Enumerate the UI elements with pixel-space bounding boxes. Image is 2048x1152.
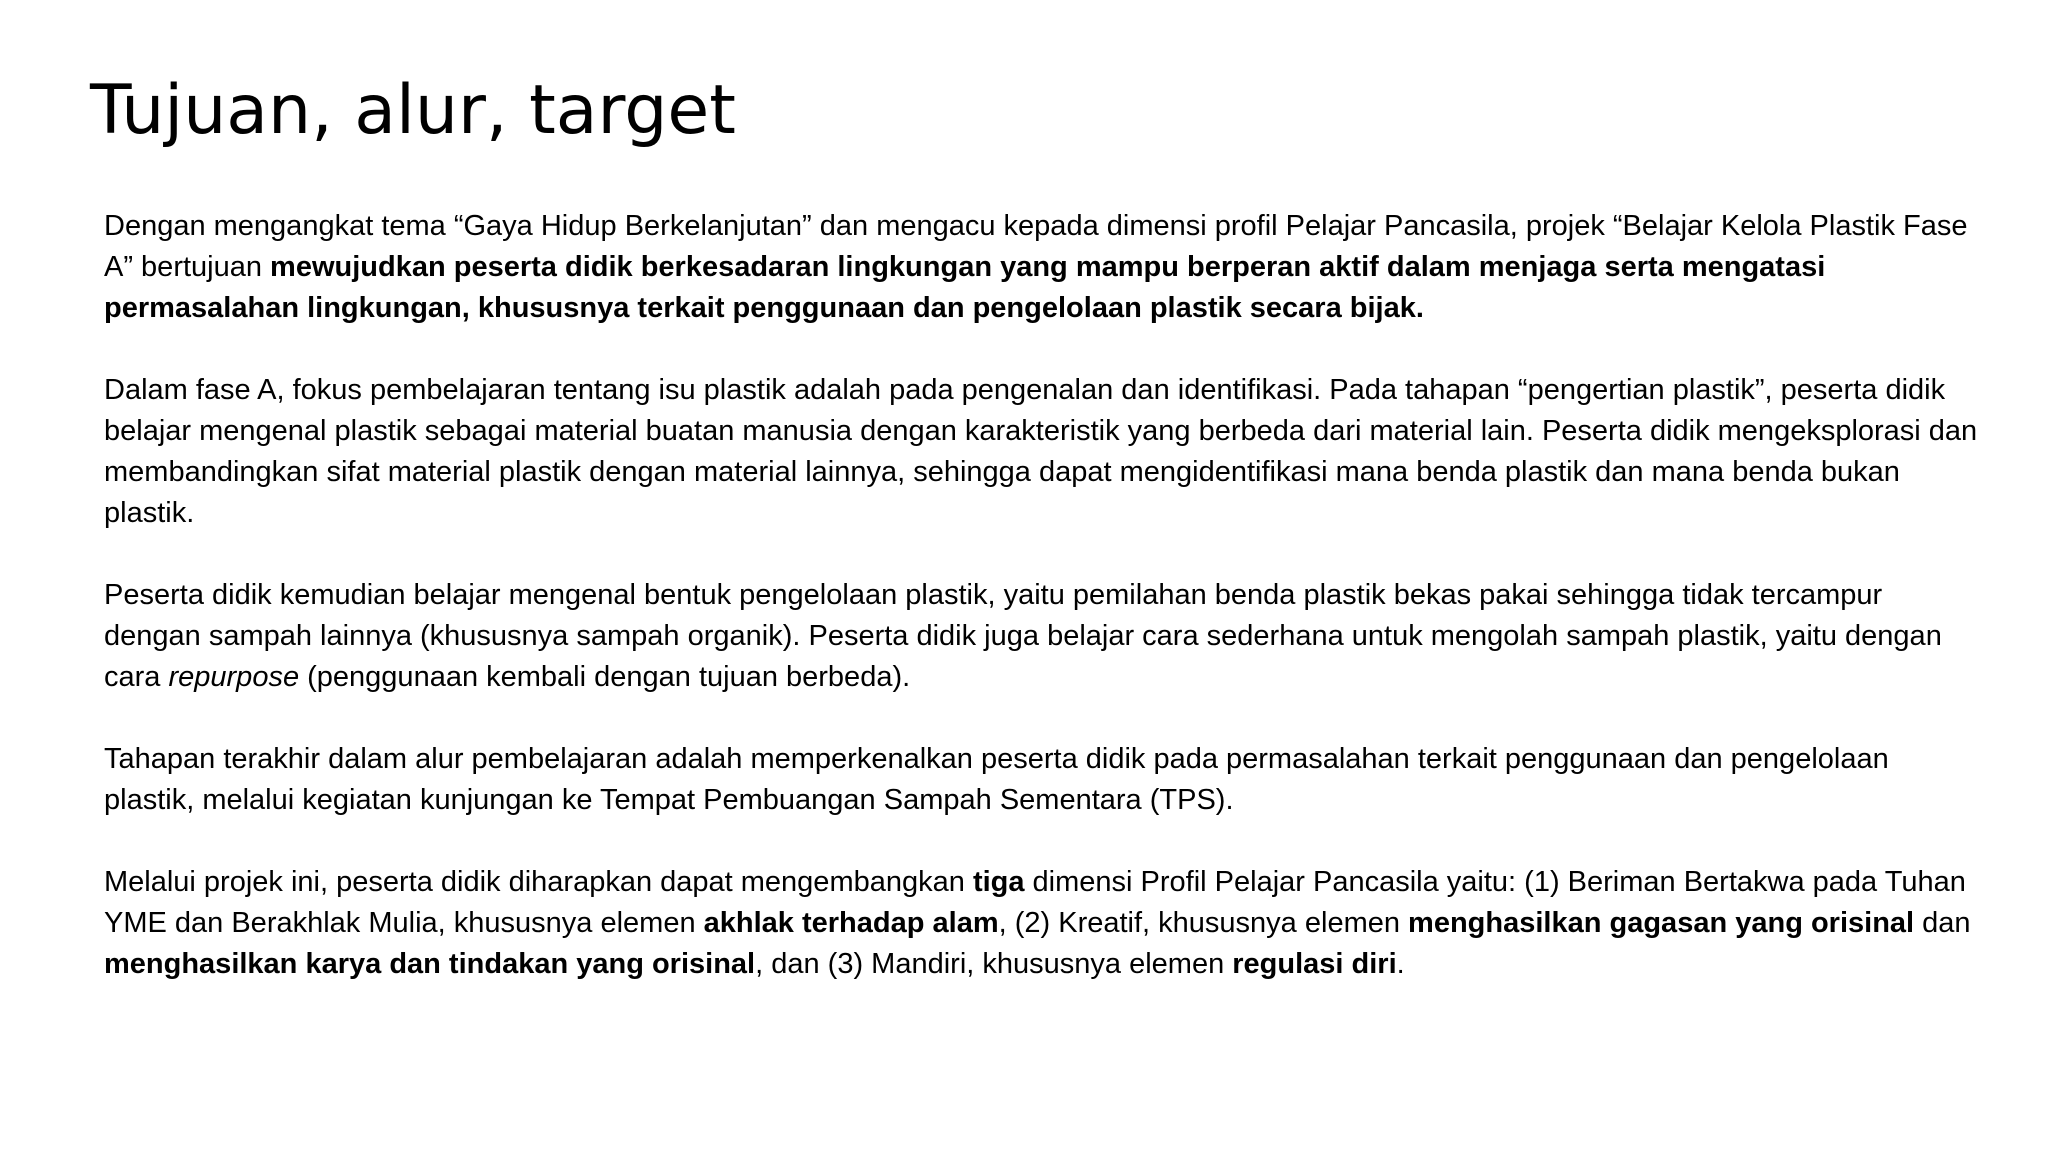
bold-segment: akhlak terhadap alam: [703, 907, 999, 939]
italic-segment: repurpose: [168, 661, 300, 693]
text-segment: Melalui projek ini, peserta didik diharapkan dapat mengembangkan: [104, 866, 973, 898]
bold-segment: mewujudkan peserta didik berkesadaran lingkungan yang mampu berperan aktif dalam menjaga serta mengatasi permasalahan lingkungan, khususnya terkait penggunaan dan pengelolaan plastik secara bijak.: [104, 251, 1826, 324]
text-segment: .: [1396, 948, 1405, 980]
paragraph-management: [104, 575, 1984, 698]
text-segment: , (2) Kreatif, khususnya elemen: [998, 907, 1409, 939]
text-segment: Peserta didik kemudian belajar mengenal bentuk pengelolaan plastik, yaitu pemilahan benda plastik bekas pakai sehingga tidak tercampur dengan sampah lainnya (khususnya sampah organik). Peserta didik juga belajar cara sederhana untuk mengolah sampah plastik, yaitu dengan cara: [104, 579, 1942, 693]
bold-segment: regulasi diri: [1232, 948, 1397, 980]
text-segment: dimensi Profil Pelajar Pancasila yaitu: (1) Beriman Bertakwa pada Tuhan YME dan Berakhlak Mulia, khususnya elemen: [104, 866, 1966, 939]
paragraph-dimensions: [104, 862, 1984, 985]
text-segment: Dengan mengangkat tema “Gaya Hidup Berkelanjutan” dan mengacu kepada dimensi profil Pelajar Pancasila, projek “Belajar Kelola Plastik Fase A” bertujuan: [104, 210, 1968, 283]
paragraph-final-stage: [104, 739, 1984, 821]
slide-title: Tujuan, alur, target: [90, 71, 736, 150]
text-segment: (penggunaan kembali dengan tujuan berbeda).: [299, 661, 911, 693]
text-segment: Tahapan terakhir dalam alur pembelajaran adalah memperkenalkan peserta didik pada permasalahan terkait penggunaan dan pengelolaan plastik, melalui kegiatan kunjungan ke Tempat Pembuangan Sampah Sementara (TPS).: [104, 743, 1889, 816]
bold-segment: menghasilkan karya dan tindakan yang orisinal: [104, 948, 756, 980]
bold-segment: tiga: [972, 866, 1025, 898]
text-segment: dan: [1914, 907, 1971, 939]
text-segment: Dalam fase A, fokus pembelajaran tentang isu plastik adalah pada pengenalan dan identifikasi. Pada tahapan “pengertian plastik”, peserta didik belajar mengenal plastik sebagai material buatan manusia dengan karakteristik yang berbeda dari material lain. Peserta didik mengeksplorasi dan membandingkan sifat material plastik dengan material lainnya, sehingga dapat mengidentifikasi mana benda plastik dan mana benda bukan plastik.: [104, 374, 1978, 529]
text-segment: , dan (3) Mandiri, khususnya elemen: [755, 948, 1233, 980]
bold-segment: menghasilkan gagasan yang orisinal: [1408, 907, 1915, 939]
paragraph-objective: [104, 206, 1984, 329]
paragraph-phase-a: [104, 370, 1984, 534]
slide-body: [104, 206, 1984, 985]
